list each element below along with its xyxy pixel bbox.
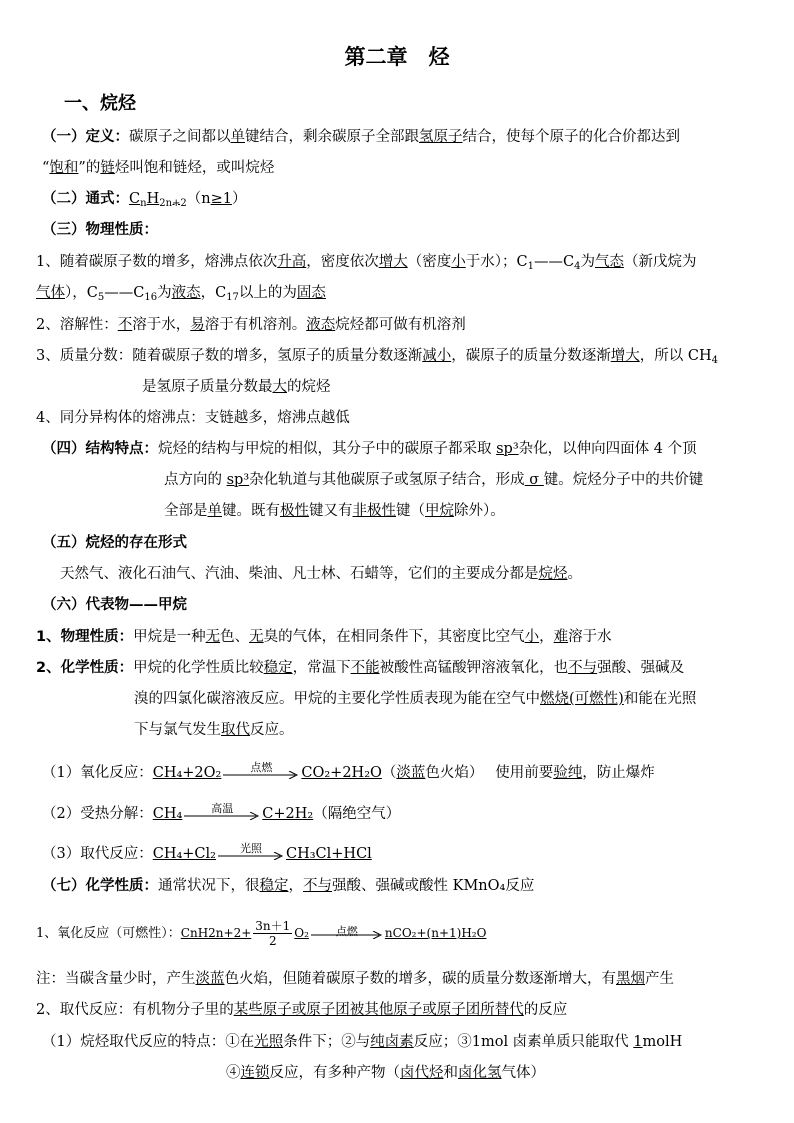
text: 除外）。	[454, 503, 505, 519]
answer: 固态	[296, 285, 326, 301]
reaction-arrow-icon	[218, 843, 284, 865]
methane-chemical-line-2	[134, 688, 696, 710]
text: 2、取代反应：有机物分子里的	[36, 1002, 234, 1018]
answer: 燃烧(可燃性)	[540, 691, 624, 707]
answer: 烷烃	[538, 566, 568, 582]
substitution-features-line-1	[42, 1031, 682, 1053]
text: 烃叫饱和链烃，或叫烷烃	[114, 160, 275, 176]
subscript: 16	[144, 292, 158, 303]
answer: 易	[190, 317, 205, 333]
answer: sp³	[226, 472, 250, 488]
text: 和	[443, 1065, 458, 1081]
answer: 光照	[254, 1034, 284, 1050]
reaction-substitution	[42, 843, 372, 865]
answer: 淡蓝	[195, 971, 225, 987]
text: 气体）	[501, 1065, 545, 1081]
text: 键（	[396, 503, 425, 519]
reaction-decomposition	[42, 803, 400, 825]
general-formula-line	[42, 188, 246, 210]
text: 反应，有多种产物（	[269, 1065, 400, 1081]
label: 1、氧化反应（可燃性）：	[36, 926, 181, 941]
text: 产生	[645, 971, 674, 987]
text: （隔绝空气）	[313, 806, 401, 822]
text: ，	[288, 878, 303, 894]
text: 强酸、强碱及	[597, 660, 685, 676]
answer: 链	[100, 160, 115, 176]
label: （2）受热分解：	[42, 806, 153, 822]
text: 键结合，剩余碳原子全部跟	[245, 129, 419, 145]
text: ，密度依次	[306, 254, 379, 270]
text: H	[146, 191, 160, 207]
text: 2、溶解性：	[36, 317, 118, 333]
chemical-properties-line	[42, 875, 534, 897]
text: molH	[642, 1034, 683, 1050]
phys-line-1	[36, 251, 696, 273]
answer: 液态	[306, 317, 336, 333]
text: “	[42, 160, 50, 176]
answer: ≥1	[210, 191, 232, 207]
text: 烷烃都可做有机溶剂	[335, 317, 466, 333]
struct-line-1	[42, 438, 697, 460]
answer: 氢原子	[419, 129, 463, 145]
fraction	[253, 919, 292, 948]
answer: 极性	[280, 503, 309, 519]
answer: 小	[524, 629, 540, 645]
answer: 液态	[171, 285, 201, 301]
subscript: n	[140, 198, 147, 209]
text: 键。既有	[222, 503, 280, 519]
text: 杂化轨道与其他碳原子或氢原子结合，形成	[249, 472, 525, 488]
reactants: CH₄+2O₂	[152, 765, 222, 781]
text: ，	[539, 629, 554, 645]
text: （新戊烷为	[623, 254, 697, 270]
phys-line-4	[36, 345, 718, 367]
note-line	[36, 968, 674, 990]
text: （1）烷烃取代反应的特点：①在	[42, 1034, 255, 1050]
answer: 卤化氢	[458, 1065, 502, 1081]
text: 的反应	[523, 1002, 568, 1018]
arrow-icon	[223, 771, 299, 779]
struct-label: （四）结构特点：	[42, 441, 158, 457]
answer: 非极性	[352, 503, 396, 519]
text: 键又有	[309, 503, 353, 519]
reactants: CH₄+Cl₂	[152, 846, 216, 862]
arrow-icon	[184, 812, 260, 820]
text: 反应；③1mol 卤素单质只能取代	[413, 1034, 634, 1050]
text: ”的	[78, 160, 101, 176]
answer: 不	[117, 317, 133, 333]
text: 。	[567, 566, 582, 582]
text: 强酸、强碱或酸性 KMnO₄反应	[332, 878, 535, 894]
reaction-arrow-icon	[223, 762, 299, 784]
answer: 甲烷	[425, 503, 454, 519]
text: C	[129, 191, 141, 207]
answer: 纯卤素	[370, 1034, 414, 1050]
products: C+2H₂	[262, 806, 314, 822]
answer: 淡蓝	[396, 765, 426, 781]
text: 条件下；②与	[283, 1034, 371, 1050]
text: （密度	[407, 254, 452, 270]
general-formula	[129, 191, 187, 207]
text: 被酸性高锰酸钾溶液氧化，也	[379, 660, 569, 676]
answer: 稳定	[263, 660, 293, 676]
struct-line-3	[164, 500, 505, 522]
text: （n	[186, 191, 211, 207]
answer: 增大	[610, 348, 640, 364]
arrow-icon	[311, 931, 383, 939]
text: 1、随着碳原子数的增多，熔沸点依次	[36, 254, 278, 270]
oxygen: O₂	[294, 926, 309, 940]
text: 为	[580, 254, 595, 270]
answer: 饱和	[49, 160, 79, 176]
answer: 验纯	[553, 765, 583, 781]
phys-line-6: 4、同分异构体的熔沸点：支链越多，熔沸点越低	[36, 410, 350, 426]
answer: sp³	[496, 441, 519, 457]
subscript: 5	[97, 292, 105, 303]
answer: 小	[451, 254, 466, 270]
methane-chemical-line-3	[134, 719, 294, 741]
condition: 高温	[211, 802, 234, 815]
answer: 不能	[350, 660, 380, 676]
substitution-features-line-2	[226, 1062, 545, 1084]
text: 臭的气体，在相同条件下，其密度比空气	[263, 629, 525, 645]
answer: 大	[272, 379, 287, 395]
text: 色火焰） 使用前要	[425, 765, 554, 781]
page-title: 第二章 烃	[344, 45, 450, 69]
reactants: CnH2n+2+	[180, 926, 252, 940]
label: （3）取代反应：	[42, 846, 153, 862]
existence-label: （五）烷烃的存在形式	[42, 535, 187, 551]
text: 色火焰，但随着碳原子数的增多，碳的质量分数逐渐增大，有	[224, 971, 616, 987]
text: 溶于水，	[132, 317, 191, 333]
text: 于水）；C	[465, 254, 528, 270]
answer: 无	[249, 629, 264, 645]
text: 甲烷的化学性质比较	[133, 660, 264, 676]
subscript: 1	[527, 261, 534, 272]
answer: 黑烟	[616, 971, 645, 987]
reactants: CH₄	[152, 806, 183, 822]
subscript: 4	[574, 261, 581, 272]
text: ④	[226, 1065, 241, 1081]
text: 3、质量分数：随着碳原子数的增多，氢原子的质量分数逐渐	[36, 348, 423, 364]
text: 键。烷烃分子中的共价键	[543, 472, 704, 488]
text: 和能在光照	[623, 691, 697, 707]
condition: 光照	[239, 842, 262, 855]
text: 下与氯气发生	[134, 722, 221, 738]
label: 2、化学性质：	[36, 660, 134, 676]
text: 天然气、液化石油气、汽油、柴油、凡士林、石蜡等，它们的主要成分都是	[60, 566, 539, 582]
text: ，所以 CH	[639, 348, 712, 364]
text: 注：当碳含量少时，产生	[36, 971, 196, 987]
text: 溶于有机溶剂。	[204, 317, 307, 333]
answer: 无	[205, 629, 221, 645]
text: 甲烷是一种	[133, 629, 206, 645]
text: ——C	[533, 254, 575, 270]
existence-line	[60, 563, 582, 585]
reaction-oxidation	[42, 762, 655, 784]
representative-label: （六）代表物——甲烷	[42, 597, 187, 613]
text: 色、	[220, 629, 250, 645]
answer: 卤代烃	[400, 1065, 444, 1081]
phys-line-3	[36, 314, 466, 336]
answer: 单	[230, 129, 245, 145]
subscript: 17	[226, 292, 239, 303]
label: 1、物理性质：	[36, 629, 134, 645]
text: ，碳原子的质量分数逐渐	[451, 348, 611, 364]
answer: 稳定	[259, 878, 289, 894]
text: ，常温下	[292, 660, 351, 676]
products: CO₂+2H₂O	[301, 765, 382, 781]
text: 是氢原子质量分数最	[142, 379, 273, 395]
text: 通常状况下，很	[158, 878, 260, 894]
methane-chemical-line-1	[36, 657, 684, 679]
phys-line-5	[142, 376, 331, 398]
formula-label: （二）通式：	[42, 191, 129, 207]
text: 溶于水	[568, 629, 612, 645]
answer: σ	[524, 472, 544, 488]
answer: 增大	[378, 254, 408, 270]
definition-label: （一）定义：	[42, 129, 129, 145]
text: 的烷烃	[287, 379, 331, 395]
subscript: 2n+2	[159, 198, 187, 209]
text: 以上的为	[238, 285, 297, 301]
physical-properties-label: （三）物理性质：	[42, 222, 158, 238]
text: （	[381, 765, 397, 781]
text: 溴的四氯化碳溶液反应。甲烷的主要化学性质表现为能在空气中	[134, 691, 540, 707]
text: 点方向的	[164, 472, 227, 488]
reaction-arrow-icon	[184, 803, 260, 825]
section-heading-alkane: 一、烷烃	[64, 93, 136, 114]
text: ——C	[104, 285, 145, 301]
text: 杂化，以伸向四面体 4 个顶	[518, 441, 697, 457]
text: ，C	[200, 285, 227, 301]
reaction-arrow-icon	[311, 922, 383, 944]
text: ，防止爆炸	[582, 765, 655, 781]
phys-line-2	[36, 282, 326, 304]
answer: 升高	[277, 254, 307, 270]
condition: 点燃	[335, 925, 358, 938]
struct-line-2	[164, 469, 703, 491]
products: nCO₂+(n+1)H₂O	[384, 926, 487, 940]
definition-line-1	[42, 126, 680, 148]
answer: 不与	[568, 660, 598, 676]
substitution-definition	[36, 999, 567, 1021]
text: 全部是	[164, 503, 208, 519]
arrow-icon	[218, 852, 284, 860]
methane-physical-line	[36, 626, 612, 648]
label: （七）化学性质：	[42, 878, 158, 894]
answer: 1	[633, 1034, 643, 1050]
products: CH₃Cl+HCl	[285, 846, 372, 862]
text: 碳原子之间都以	[129, 129, 231, 145]
condition: 点燃	[250, 761, 273, 774]
subscript: 4	[711, 355, 718, 366]
text: 烷烃的结构与甲烷的相似，其分子中的碳原子都采取	[158, 441, 497, 457]
denominator: 2	[268, 933, 277, 948]
answer: 连锁	[240, 1065, 270, 1081]
answer: 不与	[303, 878, 332, 894]
text: 为	[157, 285, 172, 301]
answer: 取代	[221, 722, 250, 738]
answer: 气体	[36, 285, 65, 301]
answer: 气态	[594, 254, 624, 270]
numerator: 3n＋1	[255, 918, 291, 933]
answer: 难	[553, 629, 569, 645]
text: ）	[231, 191, 247, 207]
answer: 单	[207, 503, 222, 519]
text: ），C	[65, 285, 98, 301]
text: 结合，使每个原子的化合价都达到	[462, 129, 680, 145]
label: （1）氧化反应：	[42, 765, 153, 781]
combustion-equation	[36, 918, 486, 949]
answer: 某些原子或原子团被其他原子或原子团所替代	[233, 1002, 524, 1018]
answer: 减小	[422, 348, 452, 364]
definition-line-2	[42, 157, 274, 179]
text: 反应。	[250, 722, 294, 738]
